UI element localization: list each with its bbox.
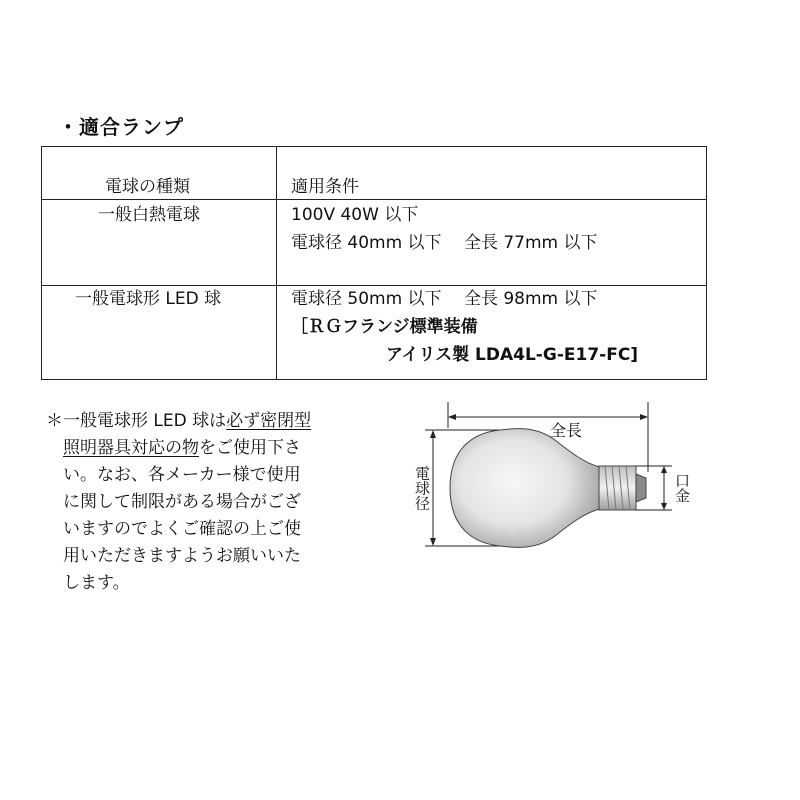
bulb-diagram (400, 400, 700, 560)
bulb-base (599, 466, 646, 510)
table-border-top (41, 146, 707, 147)
note-line-5: いますのでよくご確認の上ご使 (63, 519, 301, 539)
note-line-2a: 照明器具対応の物 (63, 438, 199, 458)
row-incandescent-condition-2: 電球径 40mm 以下 全長 77mm 以下 (291, 233, 598, 253)
note-line-4: に関して制限がある場合がござ (63, 492, 301, 512)
table-divider-row (41, 285, 707, 286)
row-incandescent-condition-1: 100V 40W 以下 (291, 205, 419, 225)
length-label: 全長 (549, 421, 583, 440)
section-title: ・適合ランプ (58, 115, 184, 139)
note-line-3: い。なお、各メーカー様で使用 (63, 465, 301, 485)
note-line-1b: 必ず密閉型 (226, 411, 312, 431)
bulb-glass (450, 429, 600, 548)
row-led-condition-3: アイリス製 LDA4L-G-E17-FC] (386, 345, 639, 365)
header-condition: 適用条件 (291, 177, 359, 197)
base-label: 口金 (673, 473, 691, 503)
diameter-label: 電球径 (413, 465, 431, 511)
table-border-right (706, 146, 707, 380)
note-line-2b: をご使用下さ (199, 438, 301, 458)
row-led-condition-1: 電球径 50mm 以下 全長 98mm 以下 (291, 289, 598, 309)
table-divider-header (41, 199, 707, 200)
row-led-condition-2: ［ＲＧフランジ標準装備 (291, 317, 478, 337)
note-line-1a: 一般電球形 LED 球は (63, 411, 227, 431)
note-line-6: 用いただきますようお願いいた (63, 546, 301, 566)
note-line-7: します。 (63, 573, 130, 593)
lamp-table (41, 146, 707, 380)
row-incandescent-type: 一般白熱電球 (98, 205, 200, 225)
row-led-type: 一般電球形 LED 球 (75, 289, 222, 309)
table-column-divider (276, 146, 277, 380)
table-border-left (41, 146, 42, 380)
note-asterisk: ＊ (46, 411, 63, 431)
header-lamp-type: 電球の種類 (105, 177, 190, 197)
table-border-bottom (41, 379, 707, 380)
